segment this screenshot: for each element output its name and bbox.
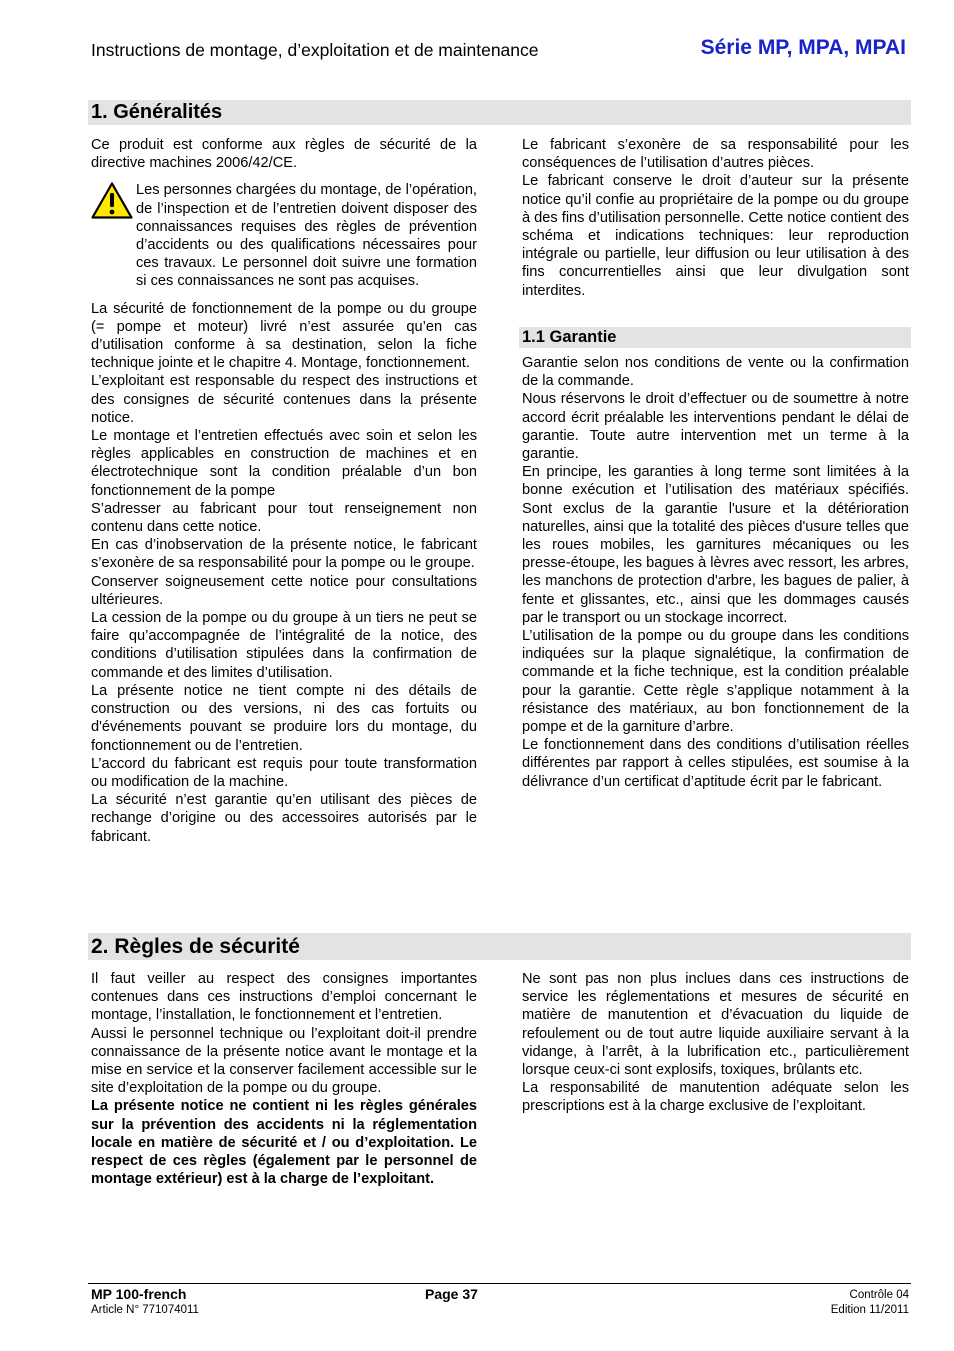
paragraph: La cession de la pompe ou du groupe à un tiers ne peut se faire qu’accompagnée de l’intégralité de la notice, des conditions d’utilisation stipulées dans la confirmation de commande et des limites d’utilisation. xyxy=(91,610,477,681)
guarantee-paragraph: L’utilisation de la pompe ou du groupe dans les conditions indiquées sur la plaque signalétique, la confirmation de commande et la fiche technique, est la condition préalable pour la garantie. Cette règle s’applique notamment à la résistance des matériaux, au bon fonctionnement de la pompe et de la garniture d’arbre. xyxy=(522,628,909,736)
section-2-right-column xyxy=(522,970,909,1116)
paragraph: Conserver soigneusement cette notice pour consultations ultérieures. xyxy=(91,573,477,608)
paragraph: L’accord du fabricant est requis pour toute transformation ou modification de la machine. xyxy=(91,755,477,790)
paragraph: Le montage et l’entretien effectués avec soin et selon les règles applicables en construction de machines et en électrotechnique sont la condition préalable d’un bon fonctionnement de la pompe xyxy=(91,428,477,499)
paragraph: Ne sont pas non plus inclues dans ces instructions de service les réglementations et mesures de sécurité en matière de manutention et d’évacuation du liquide de refoulement ou de tout autre liquide auxiliaire servant à la vidange, à l’arrêt, à la lubrification etc., particulièrement lorsque ceux-ci sont explosifs, toxiques, brûlants etc. xyxy=(522,971,909,1079)
guarantee-paragraph: En principe, les garanties à long terme sont limitées à la bonne exécution et l’utilisation des matériaux spécifiés. Sont exclus de la garantie l'usure et la détérioration naturelles, ainsi que la totalité des pièces d'usure telles que les roues mobiles, les garnitures mécaniques ou les presse-étoupe, les bagues à lèvres avec ressort, les arbres, les manchons de protection d'arbre, les bagues de palier, à fente et glissantes, etc., ainsi que les dommages causés par le transport ou un stockage incorrect. xyxy=(522,464,909,626)
paragraph: La sécurité n’est garantie qu’en utilisant des pièces de rechange d’origine ou des accessoires autorisés par le fabricant. xyxy=(91,792,477,845)
paragraph: La présente notice ne tient compte ni des détails de construction ou des versions, ni des cas fortuits ou d'événements pouvant se produire lors du montage, du fonctionnement ou de l’entretien. xyxy=(91,682,477,754)
guarantee-paragraph: Le fonctionnement dans des conditions d’utilisation réelles différentes par rapport à celles stipulées, est soumise à la délivrance d’un certificat d’aptitude écrit par le fabricant. xyxy=(522,737,909,790)
section-1-right-column xyxy=(522,136,909,300)
paragraph: La responsabilité de manutention adéquate selon les prescriptions est à la charge exclusive de l’exploitant. xyxy=(522,1080,909,1115)
page-number: Page 37 xyxy=(425,1286,478,1302)
guarantee-heading: 1.1 Garantie xyxy=(519,327,911,348)
paragraph: Le fabricant s’exonère de sa responsabilité pour les conséquences de l’utilisation d’autres pièces. xyxy=(522,137,909,172)
intro-paragraph: Ce produit est conforme aux règles de sécurité de la directive machines 2006/42/CE. xyxy=(91,137,477,172)
header-title: Instructions de montage, d’exploitation et de maintenance xyxy=(91,40,539,60)
paragraph: Aussi le personnel technique ou l’exploitant doit-il prendre connaissance de la présente notice avant le montage et la mise en service et la conserver facilement accessible sur le site d’exploitation de la pompe ou du groupe. xyxy=(91,1025,477,1097)
guarantee-column xyxy=(522,354,909,791)
warning-triangle-icon xyxy=(91,181,136,290)
section-1-heading: 1. Généralités xyxy=(88,100,911,125)
paragraph: L’exploitant est responsable du respect des instructions et des consignes de sécurité contenues dans la présente notice. xyxy=(91,373,477,426)
guarantee-paragraph: Garantie selon nos conditions de vente ou la confirmation de la commande. xyxy=(522,355,909,390)
series-title: Série MP, MPA, MPAI xyxy=(700,36,906,59)
paragraph: Le fabricant conserve le droit d’auteur sur la présente notice qu’il confie au propriétaire de la pompe ou du groupe à des fins d’utilisation personnelle. Cette notice contient des schéma et indications techniques: leur reproduction intégrale ou partielle, leur diffusion ou leur utilisation à des fins concurrentielles ainsi que leur divulgation sont interdites. xyxy=(522,173,909,299)
section-1-left-column xyxy=(91,136,477,846)
control-version: Contrôle 04 xyxy=(849,1289,909,1301)
document-id: MP 100-french xyxy=(91,1286,187,1302)
guarantee-paragraph: Nous réservons le droit d’effectuer ou de soumettre à notre accord écrit préalable les interventions pendant le délai de garantie. Toute autre intervention met un terme à la garantie. xyxy=(522,391,909,463)
bold-paragraph: La présente notice ne contient ni les règles générales sur la prévention des accidents ni la réglementation locale en matière de sécurité et / ou d’exploitation. Le respect de ces règles (également par le personnel de montage extérieur) est à la charge de l’exploitant. xyxy=(91,1098,477,1188)
footer-rule xyxy=(88,1283,911,1284)
paragraph: En cas d’inobservation de la présente notice, le fabricant s’exonère de sa responsabilité pour la pompe ou le groupe. xyxy=(91,537,477,572)
edition-date: Edition 11/2011 xyxy=(830,1304,909,1316)
section-2-left-column xyxy=(91,970,477,1188)
warning-text: Les personnes chargées du montage, de l’opération, de l’inspection et de l’entretien doivent disposer des connaissances requises des règles de prévention d’accidents ou des qualifications nécessaires pour ces travaux. Le personnel doit suivre une formation si ces connaissances ne sont pas acquises. xyxy=(136,182,477,290)
paragraph: La sécurité de fonctionnement de la pompe ou du groupe (= pompe et moteur) livré n’est assurée qu’en cas d’utilisation conforme à sa destination, selon la fiche technique jointe et le chapitre 4. Montage, fonctionnement. xyxy=(91,300,477,372)
section-2-heading: 2. Règles de sécurité xyxy=(88,933,911,960)
paragraph: Il faut veiller au respect des consignes importantes contenues dans ces instructions d’emploi concernant le montage, l’installation, le fonctionnement et l’entretien. xyxy=(91,971,477,1024)
article-number: Article N° 771074011 xyxy=(91,1304,199,1316)
paragraph: S’adresser au fabricant pour tout renseignement non contenu dans cette notice. xyxy=(91,500,477,536)
warning-block xyxy=(91,181,477,290)
